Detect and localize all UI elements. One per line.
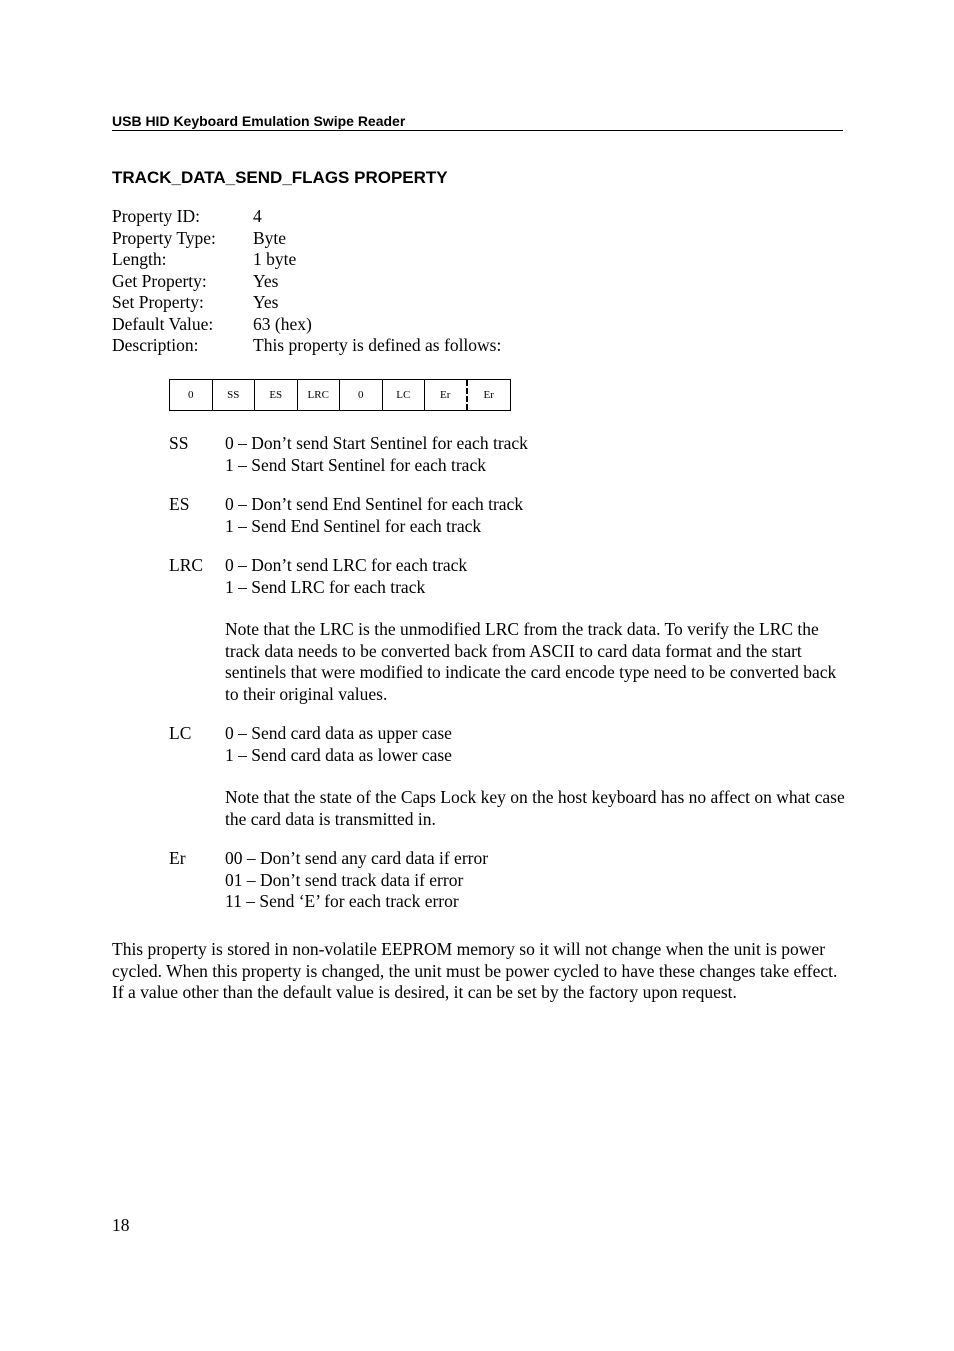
definition-key: LRC <box>169 555 204 575</box>
property-label: Description: <box>112 335 199 355</box>
definition-line: 0 – Send card data as upper case <box>225 723 452 743</box>
property-row <box>112 314 501 336</box>
definition-line: 0 – Don’t send LRC for each track <box>225 555 468 575</box>
bit-cell: ES <box>255 380 298 410</box>
bit-definitions <box>169 433 849 931</box>
definition-es <box>169 494 849 537</box>
definition-line: 1 – Send card data as lower case <box>225 744 452 765</box>
property-label: Property ID: <box>112 206 200 226</box>
property-value: Byte <box>253 227 287 248</box>
section-title: TRACK_DATA_SEND_FLAGS PROPERTY <box>112 168 448 187</box>
property-value: Yes <box>253 270 279 291</box>
property-row <box>112 249 501 271</box>
property-label: Get Property: <box>112 270 207 291</box>
bit-cell: LRC <box>298 380 341 410</box>
property-row <box>112 228 501 250</box>
property-row <box>112 335 501 357</box>
property-value: 4 <box>253 206 262 226</box>
definition-line: 1 – Send End Sentinel for each track <box>225 515 482 536</box>
definition-line: 0 – Don’t send End Sentinel for each track <box>225 494 524 514</box>
property-value: This property is defined as follows: <box>253 335 502 355</box>
definition-line: 11 – Send ‘E’ for each track error <box>225 891 459 911</box>
definition-line: 01 – Don’t send track data if error <box>225 869 464 890</box>
property-value: Yes <box>253 292 279 312</box>
property-value: 1 byte <box>253 249 297 269</box>
bit-cell: Er <box>425 380 468 410</box>
definition-line: 1 – Send Start Sentinel for each track <box>225 454 486 475</box>
definition-note: Note that the state of the Caps Lock key on the host keyboard has no affect on what case the card data is transmitted in. <box>225 787 845 829</box>
bit-cell: 0 <box>170 380 213 410</box>
definition-er <box>169 848 849 913</box>
property-row <box>112 271 501 293</box>
property-row <box>112 292 501 314</box>
bit-cell: Er <box>483 389 494 401</box>
definition-lc <box>169 723 849 830</box>
definition-ss <box>169 433 849 476</box>
property-label: Property Type: <box>112 227 216 248</box>
storage-note-paragraph: This property is stored in non-volatile EEPROM memory so it will not change when the unit is power cycled. When this property is changed, the unit must be power cycled to have these changes take effect. If a value other than the default value is desired, it can be set by the factory upon request. <box>112 939 838 1002</box>
running-header: USB HID Keyboard Emulation Swipe Reader <box>112 113 843 131</box>
page-number: 18 <box>112 1215 130 1235</box>
property-label: Default Value: <box>112 313 214 334</box>
bit-cell: LC <box>383 380 426 410</box>
definition-line: 0 – Don’t send Start Sentinel for each track <box>225 433 528 453</box>
definition-key: Er <box>169 848 186 868</box>
bit-cell: SS <box>213 380 256 410</box>
property-value: 63 (hex) <box>253 313 312 334</box>
definition-line: 1 – Send LRC for each track <box>225 576 426 597</box>
bit-field-diagram <box>169 379 511 411</box>
definition-lrc <box>169 555 849 705</box>
property-label: Length: <box>112 249 167 269</box>
definition-key: LC <box>169 723 192 743</box>
property-list <box>112 206 501 357</box>
definition-line: 00 – Don’t send any card data if error <box>225 848 489 868</box>
definition-key: ES <box>169 494 190 514</box>
property-label: Set Property: <box>112 292 204 312</box>
bit-cell: 0 <box>340 380 383 410</box>
property-row <box>112 206 501 228</box>
definition-key: SS <box>169 433 189 453</box>
definition-note: Note that the LRC is the unmodified LRC from the track data. To verify the LRC the track data needs to be converted back from ASCII to card data format and the start sentinels that were modified to indicate the card encode type need to be converted back to their original values. <box>225 619 837 704</box>
